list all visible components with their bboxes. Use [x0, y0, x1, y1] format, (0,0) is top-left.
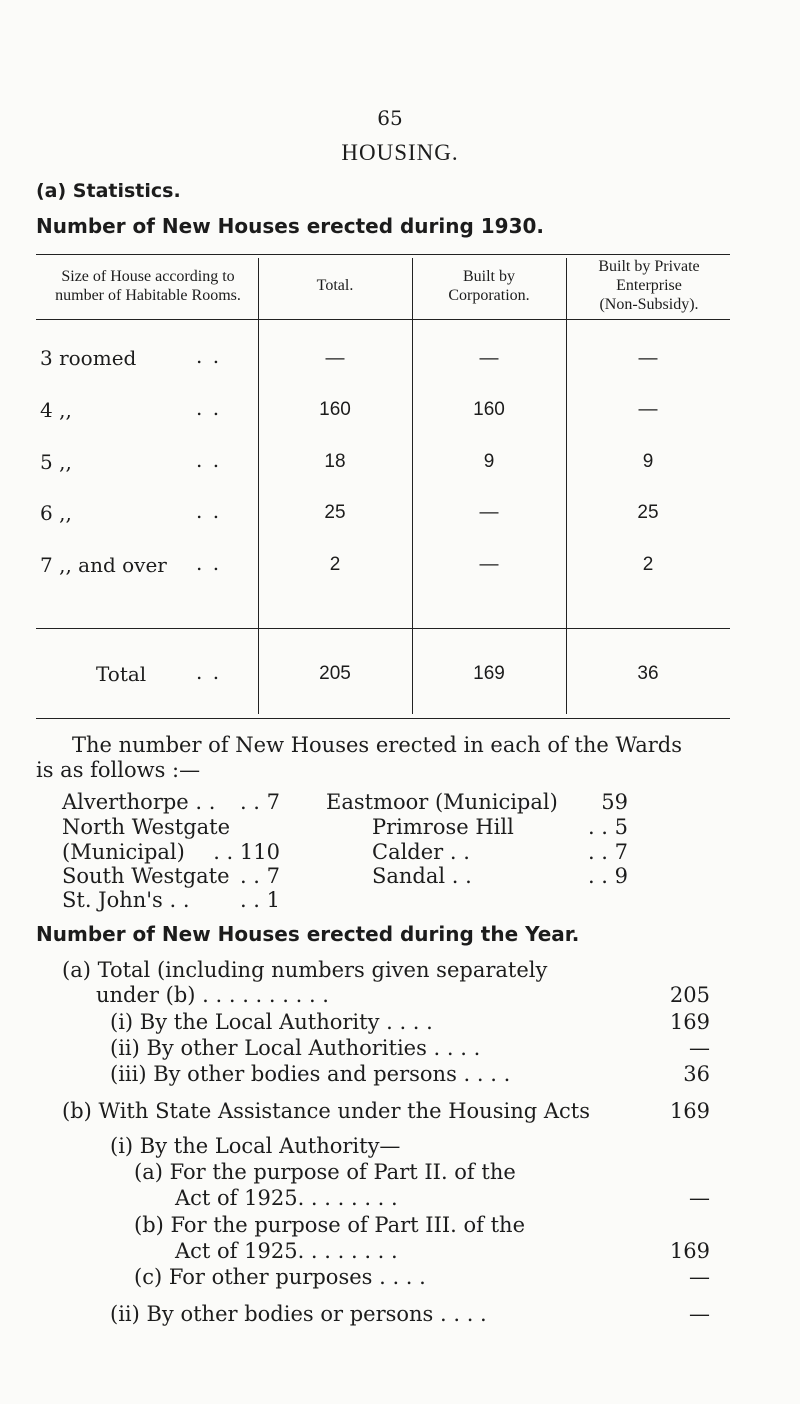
wards-intro-line: The number of New Houses erected in each of the Wards — [72, 733, 683, 757]
column-divider — [412, 258, 413, 714]
cell-total: 205 — [319, 663, 351, 684]
cell-corporation: 9 — [483, 451, 495, 472]
list-item-value: 169 — [669, 1239, 710, 1263]
table-title: Number of New Houses erected during 1930. — [36, 214, 545, 238]
ward-value: . . 5 — [587, 815, 628, 839]
leader-dots: . . — [196, 660, 222, 684]
ward-name: Primrose Hill — [372, 815, 514, 839]
list-item: (a) For the purpose of Part II. of the — [134, 1160, 516, 1184]
row-label: 3 roomed — [40, 346, 137, 370]
total-top-rule — [36, 628, 730, 629]
ward-value: . . 7 — [239, 864, 280, 888]
list-item: under (b) . . . . . . . . . . — [96, 983, 329, 1007]
leader-dots: . . — [196, 396, 222, 420]
ward-name: Sandal . . — [372, 864, 472, 888]
list-item: Act of 1925. . . . . . . . — [175, 1239, 398, 1263]
cell-total: — — [325, 348, 345, 369]
cell-corporation: 169 — [473, 663, 505, 684]
list-item-value: 169 — [669, 1010, 710, 1034]
cell-private: 25 — [637, 502, 659, 523]
header-private-line: Enterprise — [616, 277, 682, 294]
ward-value: . . 110 — [213, 840, 280, 864]
list-item: (b) With State Assistance under the Housing Acts — [62, 1099, 590, 1123]
list-item: (ii) By other Local Authorities . . . . — [110, 1036, 481, 1060]
cell-private: — — [638, 399, 658, 420]
ward-name: Calder . . — [372, 840, 470, 864]
list-item: (c) For other purposes . . . . — [134, 1265, 426, 1289]
ward-value: . . 7 — [239, 790, 280, 814]
section-heading-statistics: (a) Statistics. — [36, 180, 181, 202]
header-corporation — [414, 267, 564, 305]
column-divider — [566, 258, 567, 714]
ward-name: North Westgate — [62, 815, 231, 839]
leader-dots: . . — [196, 551, 222, 575]
header-size — [40, 267, 256, 305]
header-total: Total. — [316, 277, 354, 294]
page-number: 65 — [377, 106, 403, 130]
leader-dots: . . — [196, 344, 222, 368]
header-corporation-line: Corporation. — [448, 287, 530, 304]
cell-total: 160 — [319, 399, 351, 420]
total-label: Total — [96, 662, 147, 686]
cell-corporation: 160 — [473, 399, 505, 420]
header-bottom-rule — [36, 319, 730, 320]
leader-dots: . . — [196, 448, 222, 472]
list-item-value: 205 — [669, 983, 710, 1007]
cell-corporation: — — [479, 554, 499, 575]
cell-private: — — [638, 348, 658, 369]
ward-value: . . 9 — [587, 864, 628, 888]
column-divider — [258, 258, 259, 714]
list-item: Act of 1925. . . . . . . . — [175, 1186, 398, 1210]
header-corporation-line: Built by — [462, 268, 515, 285]
header-private-line: Built by Private — [598, 258, 700, 275]
header-size-line: Size of House according to — [61, 268, 235, 285]
list-item-value: — — [689, 1302, 710, 1326]
header-private-line: (Non-Subsidy). — [599, 296, 699, 313]
ward-name: Alverthorpe . . — [62, 790, 216, 814]
list-item: (iii) By other bodies and persons . . . . — [110, 1062, 511, 1086]
year-section-title: Number of New Houses erected during the Year. — [36, 922, 580, 946]
ward-value: . . 1 — [239, 888, 280, 912]
list-item-value: 36 — [683, 1062, 710, 1086]
cell-total: 2 — [329, 554, 341, 575]
list-item-value: — — [689, 1186, 710, 1210]
cell-total: 25 — [324, 502, 346, 523]
wards-intro-line: is as follows :— — [36, 758, 201, 782]
header-private — [568, 257, 730, 314]
list-item-value: 169 — [669, 1099, 710, 1123]
ward-name: St. John's . . — [62, 888, 190, 912]
ward-value: 59 — [601, 790, 628, 814]
header-size-line: number of Habitable Rooms. — [55, 287, 241, 304]
list-item-value: — — [689, 1265, 710, 1289]
row-label: 5 ,, — [40, 450, 72, 474]
cell-total: 18 — [324, 451, 346, 472]
cell-corporation: — — [479, 502, 499, 523]
list-item: (b) For the purpose of Part III. of the — [134, 1213, 525, 1237]
list-item: (ii) By other bodies or persons . . . . — [110, 1302, 487, 1326]
leader-dots: . . — [196, 499, 222, 523]
row-label: 6 ,, — [40, 501, 72, 525]
list-item-value: — — [689, 1036, 710, 1060]
cell-private: 36 — [637, 663, 659, 684]
cell-corporation: — — [479, 348, 499, 369]
list-item: (i) By the Local Authority— — [110, 1134, 401, 1158]
table-bottom-rule — [36, 718, 730, 719]
list-item: (a) Total (including numbers given separately — [62, 958, 548, 982]
ward-name: South Westgate — [62, 864, 230, 888]
table-top-rule — [36, 254, 730, 255]
cell-private: 2 — [642, 554, 654, 575]
list-item: (i) By the Local Authority . . . . — [110, 1010, 433, 1034]
page-title: HOUSING. — [341, 140, 459, 165]
cell-private: 9 — [642, 451, 654, 472]
row-label: 7 ,, and over — [40, 553, 167, 577]
ward-name: (Municipal) — [62, 840, 185, 864]
ward-value: . . 7 — [587, 840, 628, 864]
row-label: 4 ,, — [40, 398, 72, 422]
ward-name: Eastmoor (Municipal) — [326, 790, 558, 814]
